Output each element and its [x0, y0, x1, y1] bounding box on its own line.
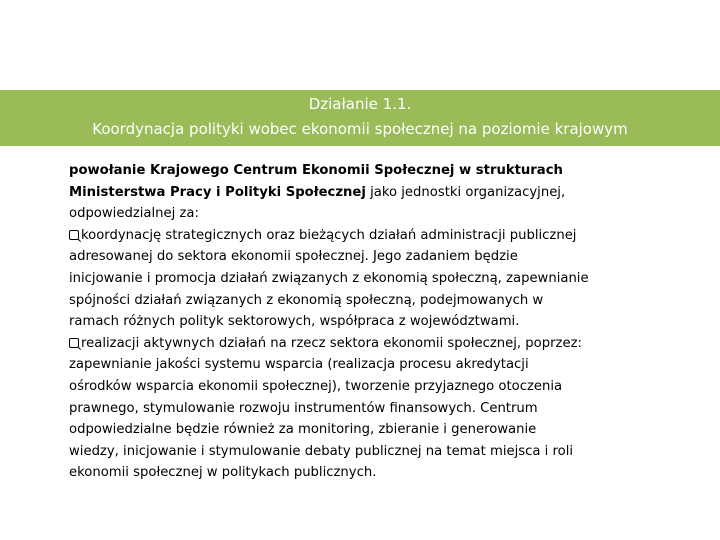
bullet-1-line-2: adresowanej do sektora ekonomii społecznej. Jego zadaniem będzie	[69, 249, 518, 265]
intro-line-2	[69, 182, 659, 204]
bullet-2-line-2: zapewnianie jakości systemu wsparcia (realizacja procesu akredytacji	[69, 357, 529, 373]
bullet-2-line-3: ośrodków wsparcia ekonomii społecznej), tworzenie przyjaznego otoczenia	[69, 378, 563, 394]
bullet-1-line-4: spójności działań związanych z ekonomią społeczną, podejmowanych w	[69, 292, 544, 308]
intro-bold-2: Ministerstwa Pracy i Polityki Społecznej	[69, 184, 366, 200]
body-text	[69, 160, 659, 484]
slide-title: Działanie 1.1.	[308, 95, 412, 113]
intro-line-3: odpowiedzialnej za:	[69, 206, 199, 222]
checkbox-bullet-icon	[69, 230, 79, 240]
title-banner	[0, 90, 720, 146]
bullet-2-line-6: wiedzy, inicjowanie i stymulowanie debaty publicznej na temat miejsca i roli	[69, 443, 574, 459]
bullet-1-line-3: inicjowanie i promocja działań związanych z ekonomią społeczną, zapewnianie	[69, 270, 589, 286]
bullet-1-line-5: ramach różnych polityk sektorowych, współpraca z województwami.	[69, 314, 520, 330]
intro-bold-1: powołanie Krajowego Centrum Ekonomii Społecznej w strukturach	[69, 163, 563, 178]
slide-subtitle: Koordynacja polityki wobec ekonomii społecznej na poziomie krajowym	[92, 120, 628, 138]
bullet-1-text-1: koordynację strategicznych oraz bieżących działań administracji publicznej	[81, 227, 577, 243]
bullet-2-line-7: ekonomii społecznej w politykach publicznych.	[69, 465, 377, 481]
bullet-2-line-4: prawnego, stymulowanie rozwoju instrumentów finansowych. Centrum	[69, 400, 538, 416]
intro-line-1	[69, 160, 659, 182]
bullet-1-line-1	[69, 225, 659, 247]
intro-rest-2: jako jednostki organizacyjnej,	[365, 184, 566, 200]
bullet-2-line-1	[69, 333, 659, 355]
checkbox-bullet-icon	[69, 338, 79, 348]
bullet-2-line-5: odpowiedzialne będzie również za monitoring, zbieranie i generowanie	[69, 422, 537, 438]
bullet-2-text-1: realizacji aktywnych działań na rzecz sektora ekonomii społecznej, poprzez:	[81, 335, 582, 351]
